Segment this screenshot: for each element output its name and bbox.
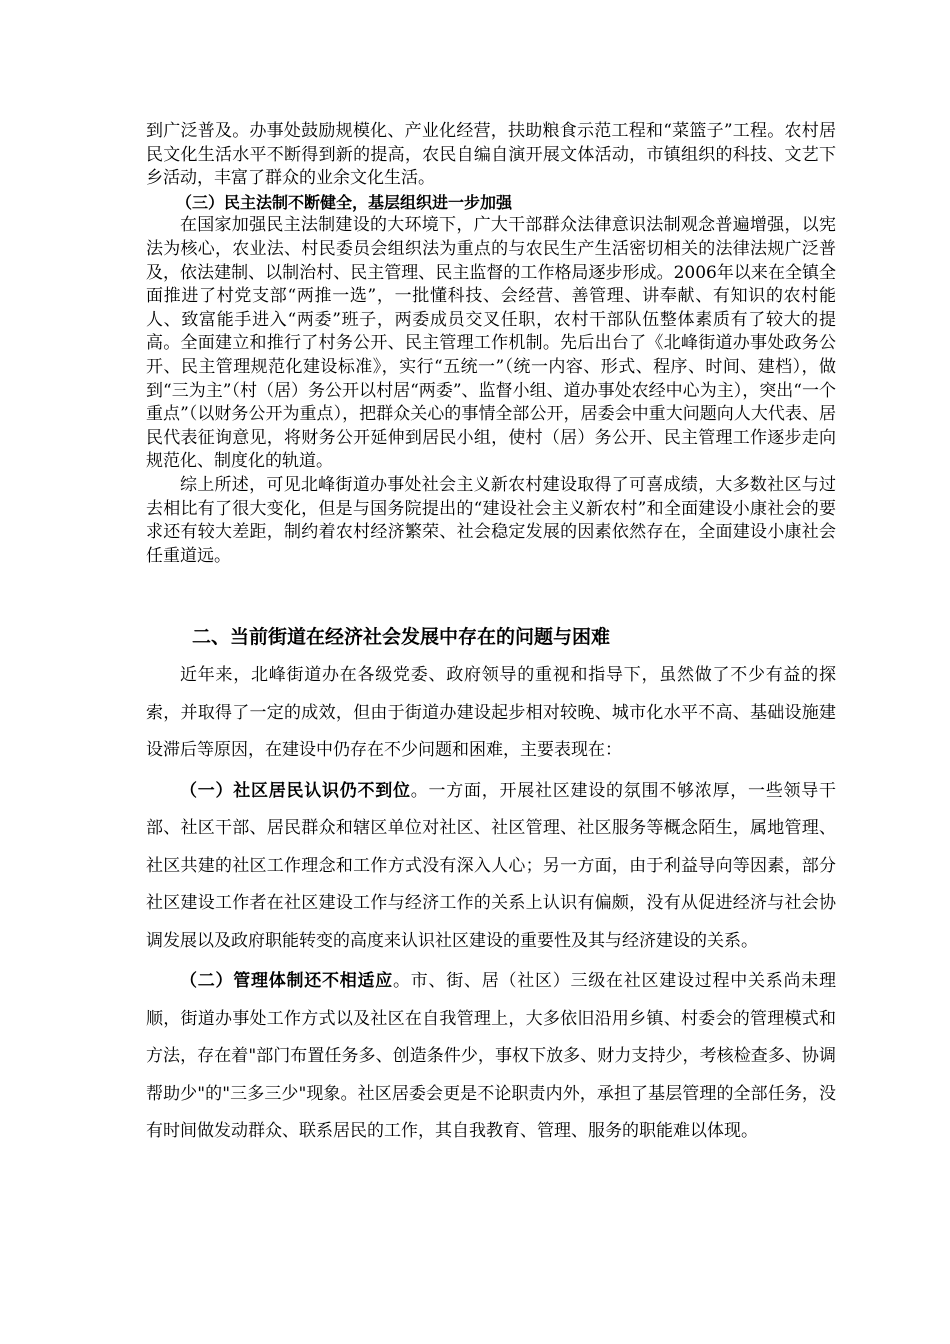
- subheading-democracy: （三）民主法制不断健全，基层组织进一步加强: [176, 192, 513, 212]
- section-2-body: [146, 657, 836, 1151]
- paragraph-summary: 综上所述，可见北峰街道办事处社会主义新农村建设取得了可喜成绩，大多数社区与过去相比有了很大变化，但是与国务院提出的“建设社会主义新农村”和全面建设小康社会的要求还有较大差距，制约着农村经济繁荣、社会稳定发展的因素依然存在，全面建设小康社会任重道远。: [146, 474, 836, 566]
- item-2-body: 。市、街、居（社区）三级在社区建设过程中关系尚未理顺，街道办事处工作方式以及社区在自我管理上，大多依旧沿用乡镇、村委会的管理模式和方法，存在着"部门布置任务多、创造条件少，事权下放多、财力支持少，考核检查多、协调帮助少"的"三多三少"现象。社区居委会更是不论职责内外，承担了基层管理的全部任务，没有时间做发动群众、联系居民的工作，其自我教育、管理、服务的职能难以体现。: [146, 971, 836, 1141]
- paragraph-intro: 近年来，北峰街道办在各级党委、政府领导的重视和指导下，虽然做了不少有益的探索，并取得了一定的成效，但由于街道办建设起步相对较晚、城市化水平不高、基础设施建设滞后等原因，在建设中仍存在不少问题和困难，主要表现在：: [146, 665, 836, 760]
- item-1-body: 。一方面，开展社区建设的氛围不够浓厚，一些领导干部、社区干部、居民群众和辖区单位对社区、社区管理、社区服务等概念陌生，属地管理、社区共建的社区工作理念和工作方式没有深入人心；另一方面，由于利益导向等因素，部分社区建设工作者在社区建设工作与经济工作的关系上认识有偏颇，没有从促进经济与社会协调发展以及政府职能转变的高度来认识社区建设的重要性及其与经济建设的关系。: [146, 780, 836, 951]
- paragraph-culture: 到广泛普及。办事处鼓励规模化、产业化经营，扶助粮食示范工程和“菜篮子”工程。农村居民文化生活水平不断得到新的提高，农民自编自演开展文体活动，市镇组织的科技、文艺下乡活动，丰富了群众的业余文化生活。: [146, 121, 836, 189]
- section-2-heading: 二、当前街道在经济社会发展中存在的问题与困难: [192, 626, 611, 648]
- item-1-title: （一）社区居民认识仍不到位: [180, 780, 411, 801]
- paragraph-democracy: 在国家加强民主法制建设的大环境下，广大干部群众法律意识法制观念普遍增强，以宪法为核心，农业法、村民委员会组织法为重点的与农民生产生活密切相关的法律法规广泛普及，依法建制、以制治村、民主管理、民主监督的工作格局逐步形成。2006年以来在全镇全面推进了村党支部“两推一选”，一批懂科技、会经营、善管理、讲奉献、有知识的农村能人、致富能手进入“两委”班子，两委成员交叉任职，农村干部队伍整体素质有了较大的提高。全面建立和推行了村务公开、民主管理工作机制。先后出台了《北峰街道办事处政务公开、民主管理规范化建设标准》，实行“五统一”（统一内容、形式、程序、时间、建档），做到“三为主”（村（居）务公开以村居“两委”、监督小组、道办事处农经中心为主），突出“一个重点”（以财务公开为重点），把群众关心的事情全部公开，居委会中重大问题向人大代表、居民代表征询意见，将财务公开延伸到居民小组，使村（居）务公开、民主管理工作逐步走向规范化、制度化的轨道。: [146, 215, 836, 472]
- paragraph-item-2: [146, 963, 836, 1151]
- section-1-continuation: [146, 120, 836, 568]
- item-2-title: （二）管理体制还不相适应: [180, 971, 393, 991]
- paragraph-item-1: [146, 773, 836, 961]
